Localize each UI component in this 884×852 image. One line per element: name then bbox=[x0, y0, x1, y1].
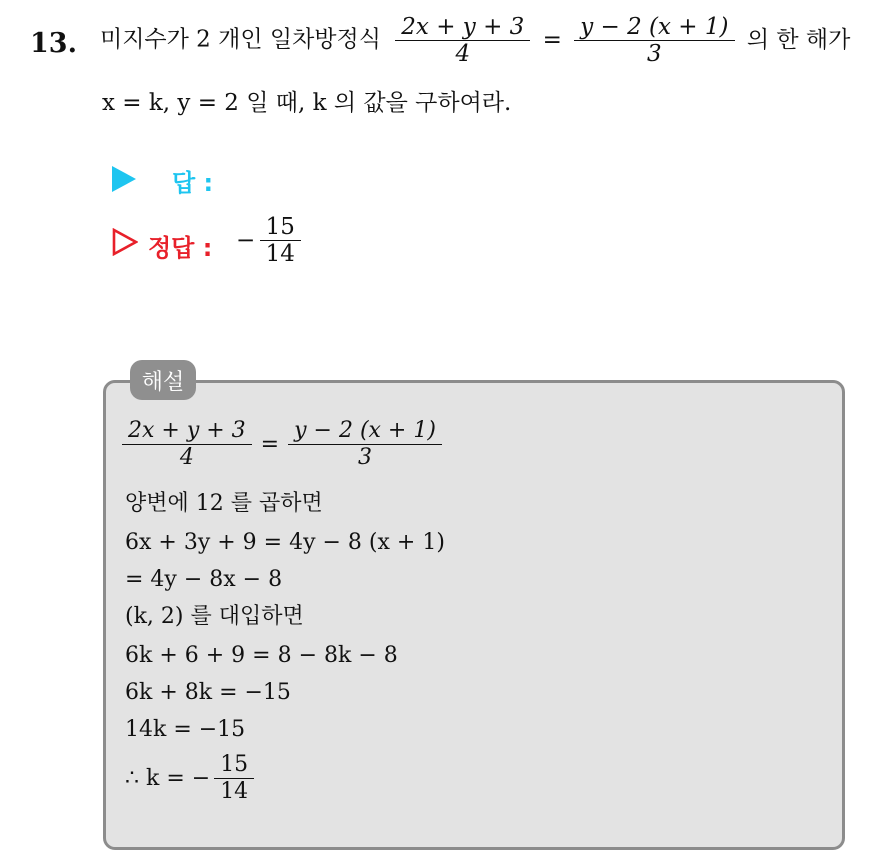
numerator: 2x + y + 3 bbox=[128, 418, 246, 443]
solution-step-3: = 4y − 8x − 8 bbox=[125, 567, 283, 592]
numerator: y − 2 (x + 1) bbox=[294, 418, 436, 443]
solution-rhs-fraction bbox=[291, 418, 439, 471]
problem-number: 13. bbox=[30, 28, 77, 59]
numerator: 15 bbox=[220, 752, 249, 777]
numerator: 2x + y + 3 bbox=[401, 14, 525, 40]
numerator: y − 2 (x + 1) bbox=[580, 14, 729, 40]
solution-step-4: (k, 2) 를 대입하면 bbox=[125, 604, 304, 629]
denominator: 14 bbox=[214, 778, 254, 805]
denominator: 3 bbox=[574, 40, 734, 67]
solution-badge: 해설 bbox=[130, 360, 196, 400]
denominator: 4 bbox=[122, 444, 252, 471]
problem-text-after: 의 한 해가 bbox=[746, 26, 851, 53]
equals-sign: = bbox=[542, 26, 562, 53]
problem-text-before: 미지수가 2 개인 일차방정식 bbox=[100, 26, 381, 53]
solution-lhs-fraction bbox=[125, 418, 249, 471]
numerator: 15 bbox=[265, 214, 295, 240]
correct-answer-label: 정답 : bbox=[148, 234, 213, 262]
solution-equation bbox=[125, 418, 439, 471]
answer-label: 답 : bbox=[172, 169, 214, 197]
answer-fraction bbox=[263, 214, 298, 267]
problem-lhs-fraction bbox=[398, 14, 527, 67]
solution-step-2: 6x + 3y + 9 = 4y − 8 (x + 1) bbox=[125, 530, 445, 555]
solution-final bbox=[125, 752, 251, 805]
final-fraction bbox=[217, 752, 251, 805]
problem-line-2: x = k, y = 2 일 때, k 의 값을 구하여라. bbox=[102, 90, 512, 116]
problem-line-1 bbox=[100, 14, 850, 67]
answer-triangle-icon bbox=[112, 166, 136, 192]
equals-sign: = bbox=[260, 431, 280, 457]
solution-step-1: 양변에 12 를 곱하면 bbox=[125, 491, 323, 516]
solution-step-7: 14k = −15 bbox=[125, 717, 246, 742]
final-prefix: ∴ k = − bbox=[125, 766, 211, 791]
denominator: 3 bbox=[288, 444, 442, 471]
minus-sign: − bbox=[236, 227, 256, 254]
problem-rhs-fraction bbox=[577, 14, 731, 67]
solution-step-6: 6k + 8k = −15 bbox=[125, 680, 291, 705]
denominator: 4 bbox=[395, 40, 530, 67]
solution-step-5: 6k + 6 + 9 = 8 − 8k − 8 bbox=[125, 643, 398, 668]
correct-answer-value bbox=[236, 214, 298, 267]
correct-answer-triangle-icon bbox=[112, 228, 138, 256]
denominator: 14 bbox=[260, 240, 301, 267]
